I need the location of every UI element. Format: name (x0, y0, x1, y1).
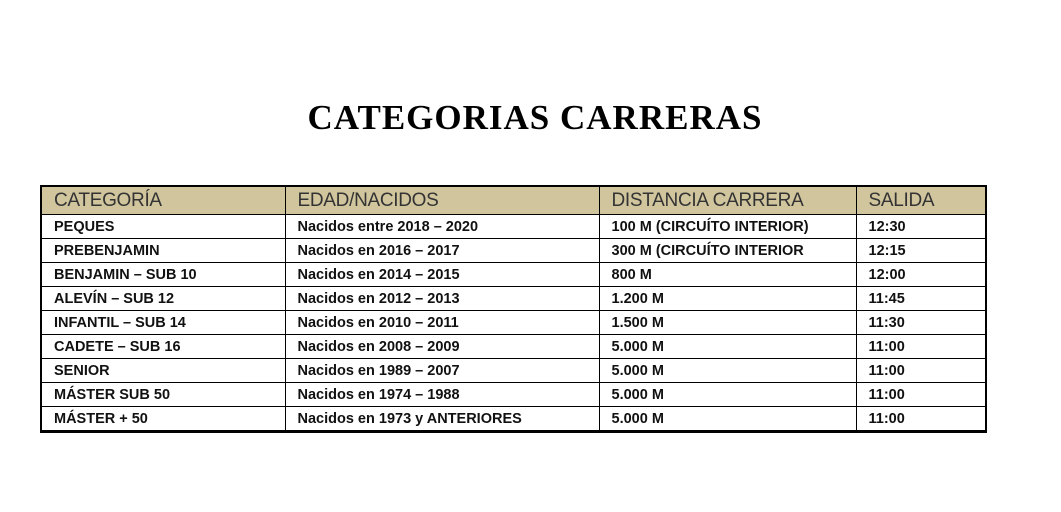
cell-salida: 11:00 (856, 335, 986, 359)
table-row (41, 263, 986, 287)
cell-edad: Nacidos en 2014 – 2015 (285, 263, 599, 287)
cell-salida: 11:00 (856, 407, 986, 432)
cell-salida: 12:15 (856, 239, 986, 263)
header-categoria: CATEGORÍA (41, 186, 285, 215)
cell-edad: Nacidos en 2010 – 2011 (285, 311, 599, 335)
cell-edad: Nacidos entre 2018 – 2020 (285, 215, 599, 239)
cell-categoria: MÁSTER + 50 (41, 407, 285, 432)
cell-categoria: SENIOR (41, 359, 285, 383)
cell-categoria: ALEVÍN – SUB 12 (41, 287, 285, 311)
cell-categoria: CADETE – SUB 16 (41, 335, 285, 359)
cell-edad: Nacidos en 1974 – 1988 (285, 383, 599, 407)
cell-categoria: PEQUES (41, 215, 285, 239)
table-row (41, 311, 986, 335)
table-row (41, 383, 986, 407)
cell-salida: 11:45 (856, 287, 986, 311)
cell-salida: 11:30 (856, 311, 986, 335)
cell-categoria: MÁSTER SUB 50 (41, 383, 285, 407)
cell-salida: 11:00 (856, 359, 986, 383)
cell-distancia: 1.200 M (599, 287, 856, 311)
cell-distancia: 5.000 M (599, 359, 856, 383)
table-row (41, 287, 986, 311)
cell-edad: Nacidos en 2008 – 2009 (285, 335, 599, 359)
categories-table (40, 185, 987, 433)
table-row (41, 239, 986, 263)
cell-distancia: 300 M (CIRCUÍTO INTERIOR (599, 239, 856, 263)
header-edad-nacidos: EDAD/NACIDOS (285, 186, 599, 215)
table-row (41, 359, 986, 383)
cell-categoria: BENJAMIN – SUB 10 (41, 263, 285, 287)
cell-categoria: INFANTIL – SUB 14 (41, 311, 285, 335)
cell-edad: Nacidos en 2016 – 2017 (285, 239, 599, 263)
header-salida: SALIDA (856, 186, 986, 215)
cell-edad: Nacidos en 1989 – 2007 (285, 359, 599, 383)
cell-edad: Nacidos en 1973 y ANTERIORES (285, 407, 599, 432)
table-header-row (41, 186, 986, 215)
page-title: CATEGORIAS CARRERAS (307, 98, 763, 137)
header-distancia-carrera: DISTANCIA CARRERA (599, 186, 856, 215)
cell-salida: 11:00 (856, 383, 986, 407)
cell-salida: 12:30 (856, 215, 986, 239)
cell-distancia: 5.000 M (599, 407, 856, 432)
cell-salida: 12:00 (856, 263, 986, 287)
cell-distancia: 5.000 M (599, 383, 856, 407)
cell-distancia: 800 M (599, 263, 856, 287)
cell-categoria: PREBENJAMIN (41, 239, 285, 263)
table-row (41, 335, 986, 359)
cell-edad: Nacidos en 2012 – 2013 (285, 287, 599, 311)
table-row (41, 407, 986, 432)
table-row (41, 215, 986, 239)
cell-distancia: 100 M (CIRCUÍTO INTERIOR) (599, 215, 856, 239)
cell-distancia: 5.000 M (599, 335, 856, 359)
cell-distancia: 1.500 M (599, 311, 856, 335)
